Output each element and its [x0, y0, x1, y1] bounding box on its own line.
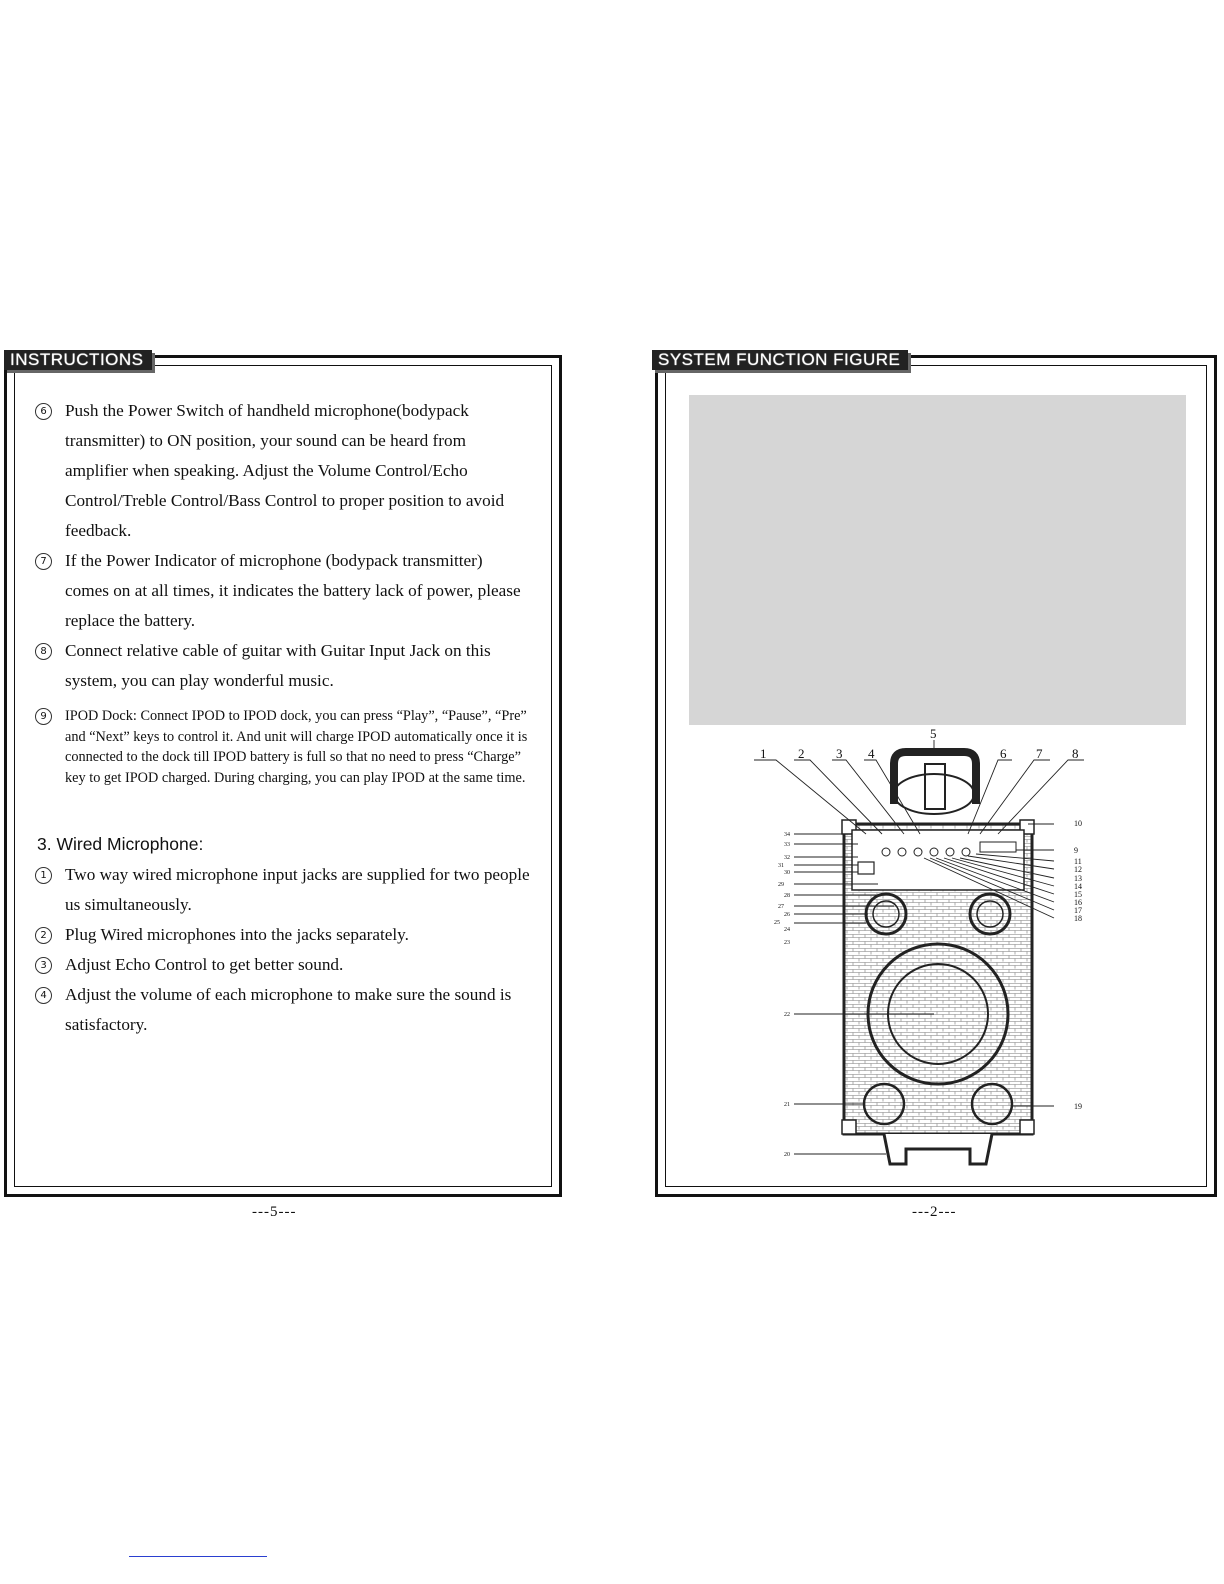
callout-11: 11: [1074, 857, 1082, 866]
callout-32: 32: [784, 855, 790, 861]
step-number: 8: [35, 643, 52, 660]
callout-4: 4: [868, 746, 875, 761]
step-text: Connect relative cable of guitar with Guitar Input Jack on this system, you can play wonderful music.: [65, 641, 491, 690]
step-text: Push the Power Switch of handheld microphone(bodypack transmitter) to ON position, your sound can be heard from amplifier when speaking. Adjust the Volume Control/Echo Control/Treble Control/Bass Control to proper position to avoid feedback.: [65, 401, 505, 540]
step-9: [35, 706, 530, 788]
instructions-page: [4, 350, 562, 1197]
step-number: 7: [35, 553, 52, 570]
step-number: 4: [35, 987, 52, 1004]
step-text: Adjust Echo Control to get better sound.: [65, 955, 344, 974]
step-number: 1: [35, 867, 52, 884]
callout-19: 19: [1074, 1102, 1082, 1111]
callout-18: 18: [1074, 914, 1082, 923]
callout-34: 34: [784, 832, 790, 838]
step-text: Two way wired microphone input jacks are supplied for two people us simultaneously.: [65, 865, 530, 914]
callout-23: 23: [784, 940, 790, 946]
callout-28: 28: [784, 893, 790, 899]
callout-29: 29: [778, 882, 784, 888]
callout-15: 15: [1074, 890, 1082, 899]
callout-26: 26: [784, 912, 790, 918]
callout-1: 1: [760, 746, 767, 761]
wired-step-3: [35, 950, 530, 980]
callout-17: 17: [1074, 906, 1082, 915]
page-number-left: ---5---: [252, 1204, 297, 1220]
callout-33: 33: [784, 842, 790, 848]
callout-9: 9: [1074, 846, 1078, 855]
wired-step-4: [35, 980, 530, 1040]
step-text: Plug Wired microphones into the jacks separately.: [65, 925, 409, 944]
instruction-steps: [35, 396, 530, 1040]
speaker-diagram: [754, 724, 1114, 1184]
footer-rule: [129, 1556, 267, 1557]
gray-image-placeholder: [689, 395, 1186, 725]
callout-31: 31: [778, 863, 784, 869]
step-number: 6: [35, 403, 52, 420]
step-8: [35, 636, 530, 696]
step-6: [35, 396, 530, 546]
step-text: If the Power Indicator of microphone (bodypack transmitter) comes on at all times, it indicates the battery lack of power, please replace the battery.: [65, 551, 521, 630]
section-heading: 3. Wired Microphone:: [37, 834, 204, 854]
step-text: IPOD Dock: Connect IPOD to IPOD dock, you can press “Play”, “Pause”, “Pre” and “Next” keys to control it. And unit will charge IPOD automatically once it is connected to the dock till IPOD battery is full so that no need to press “Charge” key to get IPOD charged. During charging, you can play IPOD at the same time.: [65, 708, 528, 786]
step-number: 2: [35, 927, 52, 944]
callout-27: 27: [778, 904, 784, 910]
callout-22: 22: [784, 1012, 790, 1018]
step-number: 3: [35, 957, 52, 974]
step-text: Adjust the volume of each microphone to make sure the sound is satisfactory.: [65, 985, 512, 1034]
step-number: 9: [35, 708, 52, 725]
wired-step-2: [35, 920, 530, 950]
callout-12: 12: [1074, 865, 1082, 874]
callout-8: 8: [1072, 746, 1079, 761]
callout-16: 16: [1074, 898, 1082, 907]
callout-5: 5: [930, 726, 937, 741]
callout-13: 13: [1074, 874, 1082, 883]
callout-10: 10: [1074, 819, 1082, 828]
system-function-page: [655, 350, 1217, 1197]
speaker-diagram-svg: [754, 724, 1114, 1184]
section-tag: SYSTEM FUNCTION FIGURE: [652, 350, 908, 370]
step-7: [35, 546, 530, 636]
page-number-right: ---2---: [912, 1204, 957, 1220]
callout-14: 14: [1074, 882, 1082, 891]
callout-20: 20: [784, 1152, 790, 1158]
callout-6: 6: [1000, 746, 1007, 761]
callout-7: 7: [1036, 746, 1043, 761]
section-tag: INSTRUCTIONS: [4, 350, 152, 370]
callout-30: 30: [784, 870, 790, 876]
wired-step-1: [35, 860, 530, 920]
callout-24: 24: [784, 927, 790, 933]
callout-25: 25: [774, 920, 780, 926]
callout-2: 2: [798, 746, 805, 761]
callout-3: 3: [836, 746, 843, 761]
callout-21: 21: [784, 1102, 790, 1108]
